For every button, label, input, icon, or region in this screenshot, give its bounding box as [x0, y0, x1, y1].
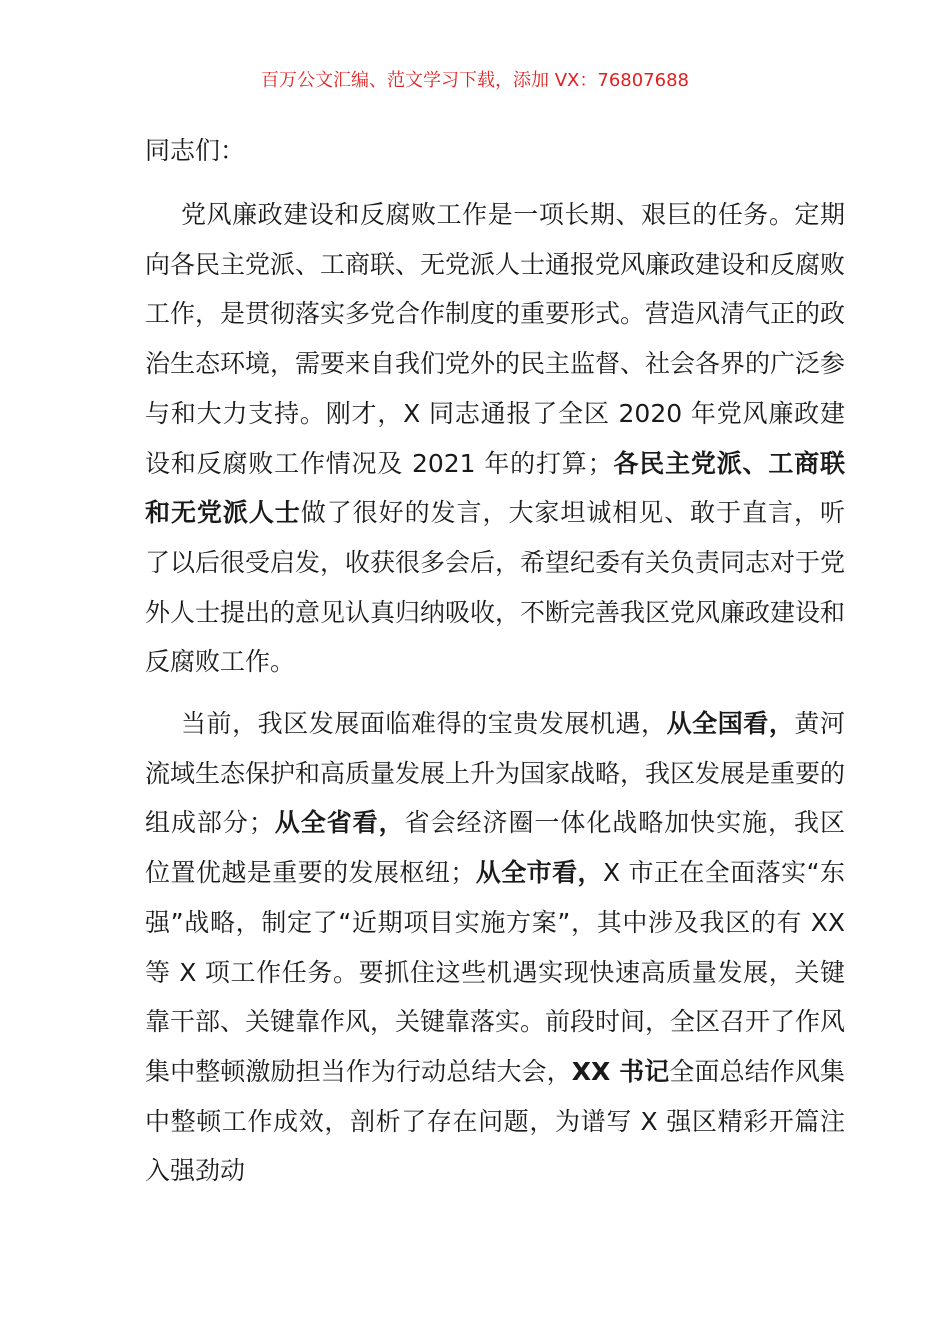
paragraph-2-text-2: 黄河流域生态保护和高质量发展上升为国家战略，我区发展是重要的组成部分； [145, 709, 846, 838]
watermark-header: 百万公文汇编、范文学习下载，添加 VX：76807688 [261, 70, 689, 91]
salutation: 同志们： [145, 136, 246, 165]
paragraph-1-text-1: 党风廉政建设和反腐败工作是一项长期、艰巨的任务。定期向各民主党派、工商联、无党派人士通报党风廉政建设和反腐败工作，是贯彻落实多党合作制度的重要形式。营造风清气正的政治生态环境，需要来自我们党外的民主监督、社会各界的广泛参与和大力支持。刚才，X 同志通报了全区 2020 年党风廉政建设和反腐败工作情况及 2021 年的打算； [145, 200, 846, 478]
paragraph-1-text-2: 做了很好的发言，大家坦诚相见、敢于直言，听了以后很受启发，收获很多会后，希望纪委有关负责同志对于党外人士提出的意见认真归纳吸收，不断完善我区党风廉政建设和反腐败工作。 [145, 498, 846, 677]
paragraph-2-text-4: X 市正在全面落实“东强”战略，制定了“近期项目实施方案”，其中涉及我区的有 XX 等 X 项工作任务。要抓住这些机遇实现快速高质量发展，关键靠干部、关键靠作风，关键靠落实。前段时间，全区召开了作风集中整顿激励担当作为行动总结大会， [145, 858, 846, 1086]
paragraph-2-bold-1: 从全国看， [666, 709, 795, 739]
paragraph-2-text-5: 全面总结作风集中整顿工作成效，剖析了存在问题，为谱写 X 强区精彩开篇注入强劲动 [145, 1056, 845, 1186]
paragraph-2-bold-4: XX 书记 [571, 1056, 670, 1086]
paragraph-2-text-1: 当前，我区发展面临难得的宝贵发展机遇， [181, 709, 667, 739]
paragraph-2-bold-2: 从全省看， [273, 808, 405, 838]
paragraph-1-bold-1: 各民主党派、工商联和无党派人士 [145, 448, 845, 528]
paragraph-2 [145, 699, 845, 1196]
paragraph-1 [145, 190, 845, 687]
paragraph-2-bold-3: 从全市看， [475, 858, 603, 888]
document-body [145, 130, 845, 1208]
paragraph-2-text-3: 省会经济圈一体化战略加快实施，我区位置优越是重要的发展枢纽； [145, 808, 845, 888]
